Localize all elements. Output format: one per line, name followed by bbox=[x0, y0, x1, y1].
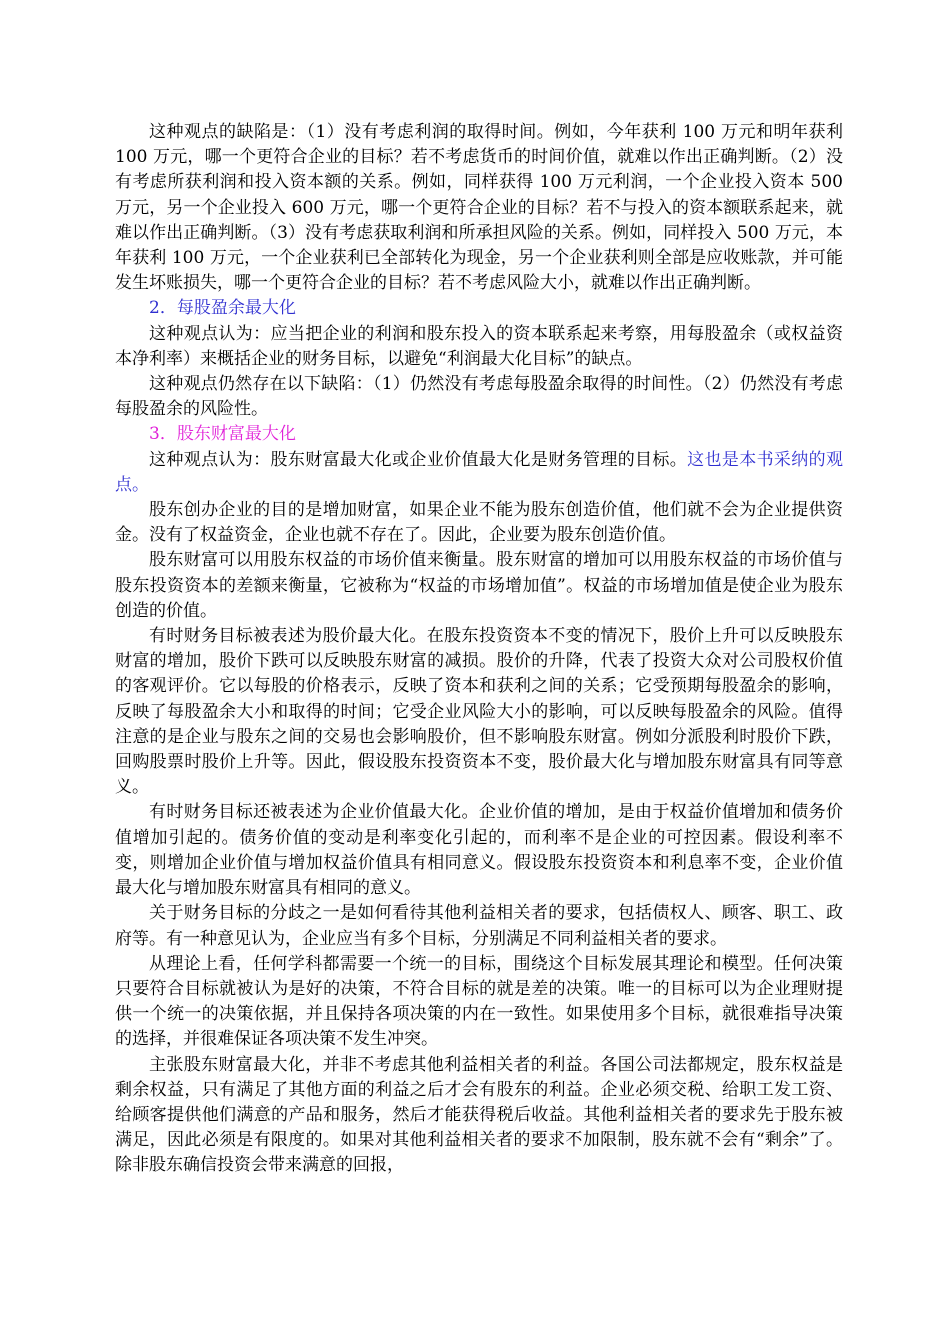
paragraph-firm-value-max: 有时财务目标还被表述为企业价值最大化。企业价值的增加，是由于权益价值增加和债务价值增加引起的。债务价值的变动是利率变化引起的，而利率不是企业的可控因素。假设利率不变，则增加企业价值与增加权益价值具有相同意义。假设股东投资资本和利息率不变，企业价值最大化与增加股东财富具有相同的意义。 bbox=[115, 802, 843, 899]
paragraph-shareholder-wealth-text: 这种观点认为：股东财富最大化或企业价值最大化是财务管理的目标。 bbox=[149, 449, 688, 470]
highlight-book-view: 这也是本书采纳的观点。 bbox=[115, 449, 844, 495]
paragraph-profit-max-drawbacks: 这种观点的缺陷是：（1）没有考虑利润的取得时间。例如，今年获利 100 万元和明年获利 100 万元，哪一个更符合企业的目标？若不考虑货币的时间价值，就难以作出正确判断。（2）没有考虑所获利润和投入资本额的关系。例如，同样获得 100 万元利润，一个企业投入资本 500 万元，另一个企业投入 600 万元，哪一个更符合企业的目标？若不与投入的资本额联系起来，就难以作出正确判断。（3）没有考虑获取利润和所承担风险的关系。例如，同样投入 500 万元，本年获利 100 万元，一个企业获利已全部转化为现金，另一个企业获利则全部是应收账款，并可能发生坏账损失，哪一个更符合企业的目标？若不考虑风险大小，就难以作出正确判断。 bbox=[115, 122, 843, 294]
paragraph-eps-drawbacks: 这种观点仍然存在以下缺陷：（1）仍然没有考虑每股盈余取得的时间性。（2）仍然没有考虑每股盈余的风险性。 bbox=[115, 374, 843, 420]
paragraph-residual-claim: 主张股东财富最大化，并非不考虑其他利益相关者的利益。各国公司法都规定，股东权益是剩余权益，只有满足了其他方面的利益之后才会有股东的利益。企业必须交税、给职工发工资、给顾客提供他们满意的产品和服务，然后才能获得税后收益。其他利益相关者的要求先于股东被满足，因此必须是有限度的。如果对其他利益相关者的要求不加限制，股东就不会有“剩余”了。除非股东确信投资会带来满意的回报， bbox=[115, 1054, 843, 1176]
paragraph-stakeholders: 关于财务目标的分歧之一是如何看待其他利益相关者的要求，包括债权人、顾客、职工、政府等。有一种意见认为，企业应当有多个目标，分别满足不同利益相关者的要求。 bbox=[115, 903, 843, 949]
paragraph-shareholder-wealth-view bbox=[115, 448, 843, 498]
paragraph-create-value: 股东创办企业的目的是增加财富，如果企业不能为股东创造价值，他们就不会为企业提供资金。没有了权益资金，企业也就不存在了。因此，企业要为股东创造价值。 bbox=[115, 500, 843, 546]
document-page bbox=[115, 120, 843, 1179]
paragraph-share-price-max: 有时财务目标被表述为股价最大化。在股东投资资本不变的情况下，股价上升可以反映股东财富的增加，股价下跌可以反映股东财富的减损。股价的升降，代表了投资大众对公司股权价值的客观评价。它以每股的价格表示，反映了资本和获利之间的关系；它受预期每股盈余的影响，反映了每股盈余大小和取得的时间；它受企业风险大小的影响，可以反映每股盈余的风险。值得注意的是企业与股东之间的交易也会影响股价，但不影响股东财富。例如分派股利时股价下跌，回购股票时股价上升等。因此，假设股东投资资本不变，股价最大化与增加股东财富具有同等意义。 bbox=[115, 626, 843, 798]
paragraph-single-goal: 从理论上看，任何学科都需要一个统一的目标，围绕这个目标发展其理论和模型。任何决策只要符合目标就被认为是好的决策，不符合目标的就是差的决策。唯一的目标可以为企业理财提供一个统一的决策依据，并且保持各项决策的内在一致性。如果使用多个目标，就很难指导决策的选择，并很难保证各项决策不发生冲突。 bbox=[115, 953, 843, 1050]
section-heading-shareholder-wealth: 3．股东财富最大化 bbox=[149, 424, 296, 445]
section-heading-eps-maximization: 2．每股盈余最大化 bbox=[149, 298, 296, 319]
paragraph-eps-view: 这种观点认为：应当把企业的利润和股东投入的资本联系起来考察，用每股盈余（或权益资本净利率）来概括企业的财务目标，以避免“利润最大化目标”的缺点。 bbox=[115, 323, 843, 369]
paragraph-market-value-added: 股东财富可以用股东权益的市场价值来衡量。股东财富的增加可以用股东权益的市场价值与股东投资资本的差额来衡量，它被称为“权益的市场增加值”。权益的市场增加值是使企业为股东创造的价值。 bbox=[115, 550, 843, 621]
